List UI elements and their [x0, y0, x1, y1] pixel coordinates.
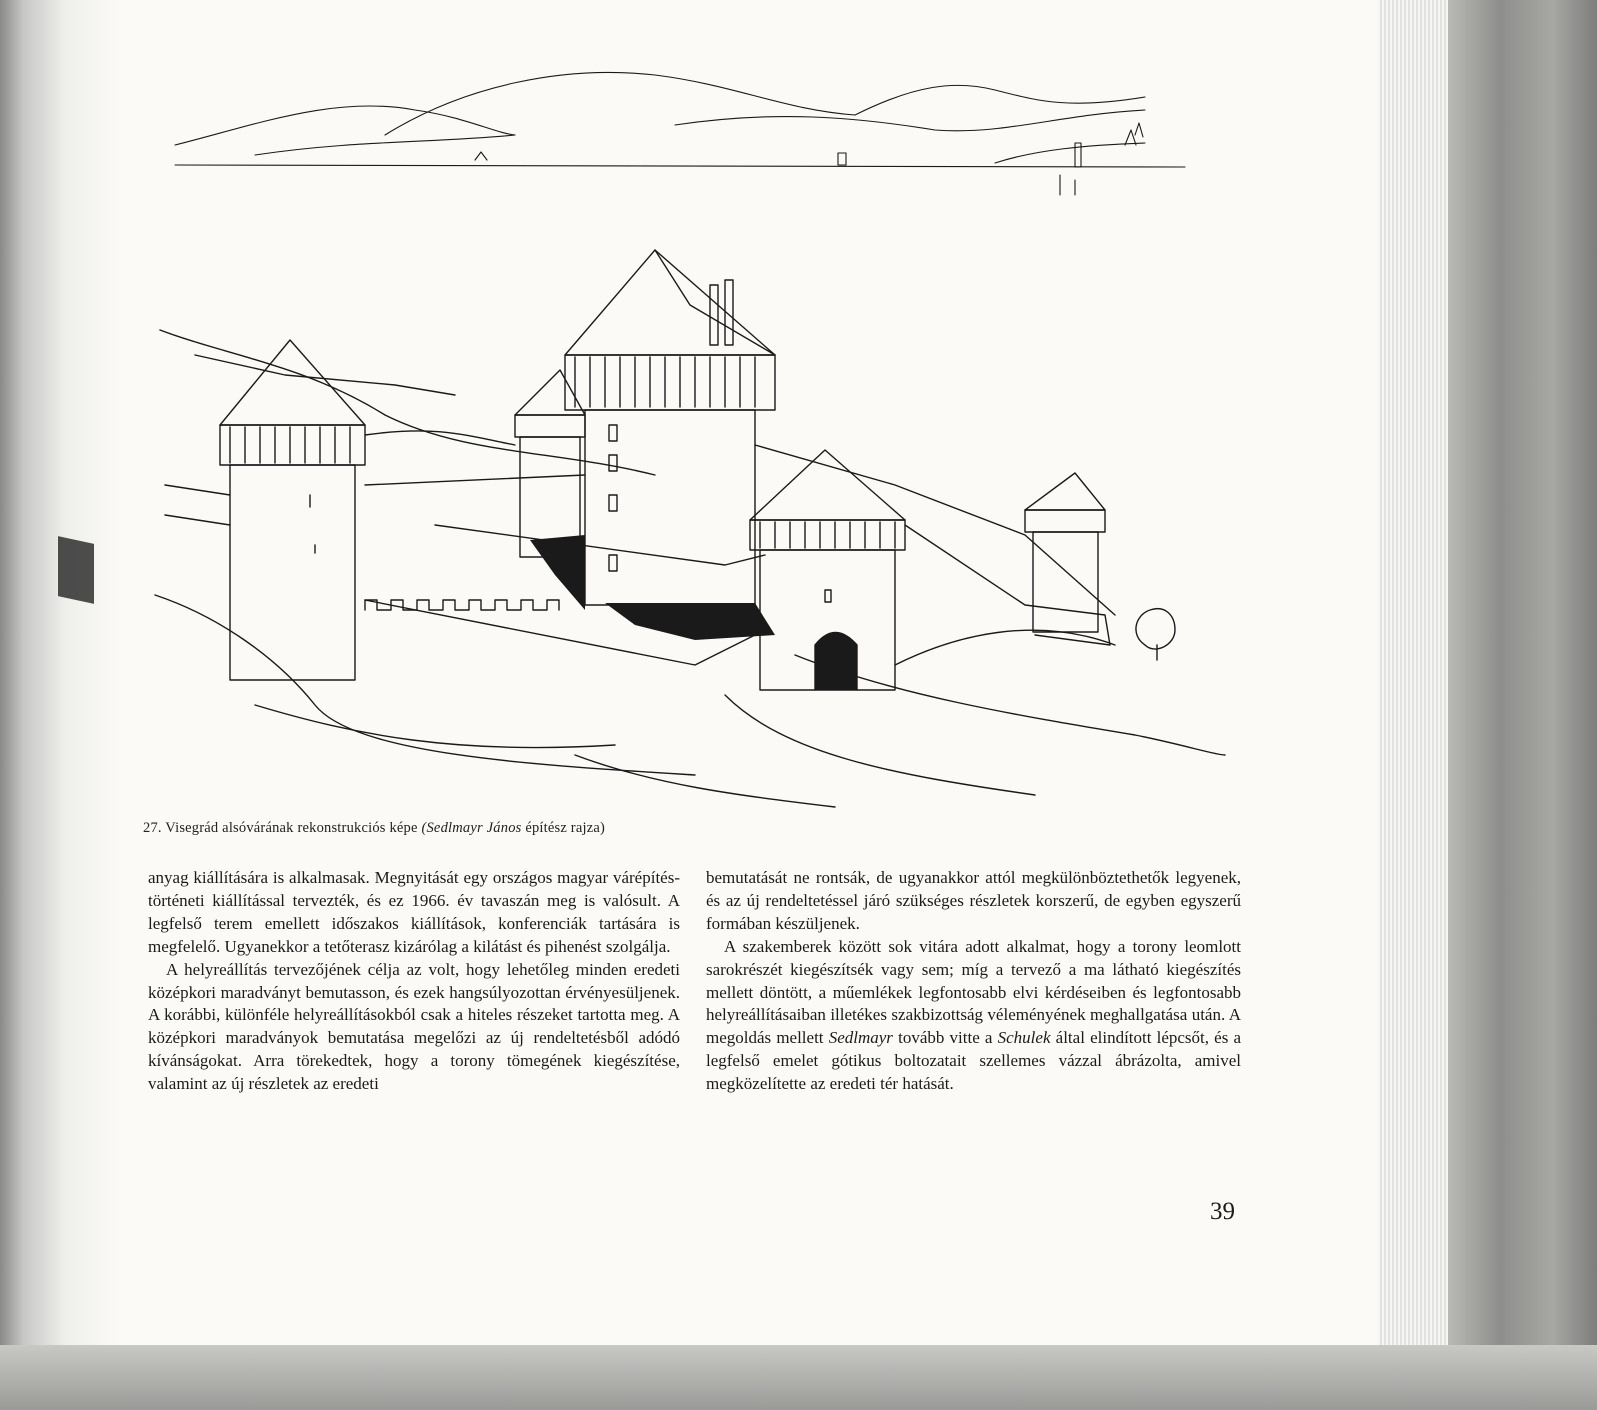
right-text-column [706, 867, 1241, 1096]
right-paragraph-1: bemutatását ne rontsák, de ugyanakkor attól megkülönböztethetők legyenek, és az új rendeltetéssel járó szükséges részletek korszerű, de egyben egyszerű formában készüljenek. [706, 868, 1241, 933]
book-cover-edge [1448, 0, 1597, 1345]
gate-tower [750, 450, 905, 690]
right-paragraph-2-part-b: tovább vitte a [898, 1028, 993, 1048]
name-sedlmayr: Sedlmayr [828, 1028, 893, 1048]
left-tower [220, 340, 365, 680]
figure-caption [143, 820, 1043, 837]
left-paragraph-2: A helyreállítás tervezőjének célja az volt, hogy lehetőleg minden eredeti középkori maradványt bemutasson, és ezek hangsúlyozottan érvényesüljenek. A korábbi, különféle helyreállításokból csak a hiteles részeket tartotta meg. A középkori maradványok bemutatása megelőzi az új rendeltetésből adódó kívánságokat. Arra törekedtek, hogy a torony tömegének kiegészítése, valamint az új részletek az eredeti [148, 959, 680, 1094]
main-keep [565, 250, 775, 605]
crenellated-walls [165, 445, 1115, 748]
tree-sketch [1136, 609, 1175, 660]
hills-sketch [175, 73, 1185, 196]
caption-author: (Sedlmayr János [421, 820, 522, 836]
castle-illustration [135, 55, 1250, 810]
book-gutter [0, 0, 120, 1410]
far-right-tower [1025, 473, 1105, 632]
terrain [155, 330, 1225, 807]
right-paragraph-2-part-c: által elindított lépcsőt, és a legfelső emelet gótikus boltozatait szellemes vázzal ábrázolta, amivel megközelítette az eredeti tér hatását. [706, 1028, 1242, 1094]
name-schulek: Schulek [997, 1028, 1051, 1048]
page-number: 39 [1210, 1198, 1235, 1225]
right-paragraph-2-part-a: A szakemberek között sok vitára adott alkalmat, hogy a torony leomlott sarokrészét kiegészítsék vagy sem; míg a tervező a ma látható kiegészítés mellett döntött, a műemlékek legfontosabb elvi kérdéseiben és legfontosabb helyreállításaiban illetékes szakbizottság véleményének meghallgatása után. A megoldás mellett [706, 936, 1241, 1048]
right-paragraph-2 [706, 936, 1241, 1096]
left-paragraph-1: anyag kiállítására is alkalmasak. Megnyitását egy országos magyar várépítés-történeti kiállítással tervezték, és ez 1966. év tavaszán meg is valósult. A legfelső terem emellett időszakos kiállítások, konferenciák tartására is megfelelő. Ugyanekkor a tetőterasz kizárólag a kilátást és pihenést szolgálja. [148, 868, 680, 956]
bottom-shadow [0, 1345, 1597, 1410]
caption-suffix: építész rajza) [525, 820, 606, 836]
gutter-shadow [58, 536, 94, 604]
shadow-areas [530, 535, 775, 640]
left-text-column [148, 867, 680, 1096]
page-stack-edges [1378, 0, 1448, 1345]
caption-text: 27. Visegrád alsóvárának rekonstrukciós képe [143, 820, 418, 836]
